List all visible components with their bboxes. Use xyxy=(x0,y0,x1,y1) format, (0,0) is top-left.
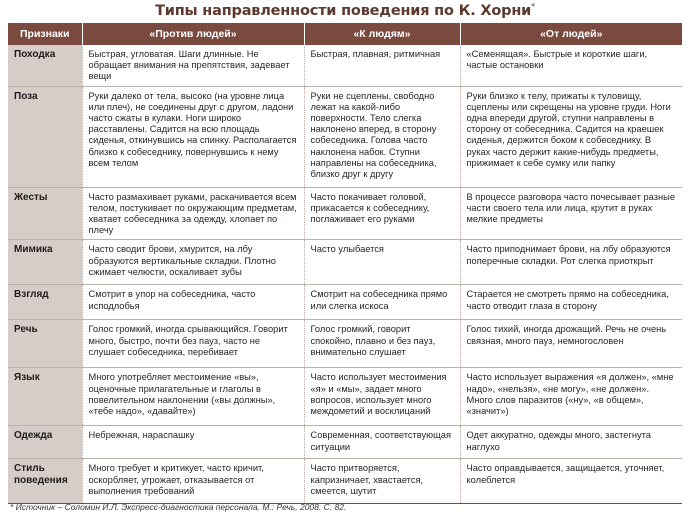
row-label: Походка xyxy=(8,45,82,86)
cell-against: Много употребляет местоимение «вы», оценочные прилагательные и глаголы в повелительном наклонении («вы должны», «тебе надо», «давайте») xyxy=(82,368,304,426)
table-row-gait xyxy=(8,45,682,86)
row-label: Стиль поведения xyxy=(8,459,82,504)
cell-toward: Руки не сцеплены, свободно лежат на какой-либо поверхности. Тело слегка наклонено вперед, в сторону собеседника. Голова часто наклонена набок. Ступни направлены на собеседника, близко друг к другу xyxy=(304,86,460,187)
row-label: Мимика xyxy=(8,240,82,285)
row-label: Речь xyxy=(8,320,82,368)
behavior-types-table xyxy=(8,23,682,504)
cell-toward: Быстрая, плавная, ритмичная xyxy=(304,45,460,86)
table-header-row xyxy=(8,23,682,45)
cell-away: Старается не смотреть прямо на собеседника, часто отводит глаза в сторону xyxy=(460,285,682,320)
cell-against: Быстрая, угловатая. Шаги длинные. Не обращает внимания на препятствия, задевает вещи xyxy=(82,45,304,86)
header-toward-people: «К людям» xyxy=(304,23,460,45)
cell-toward: Современная, соответствующая ситуации xyxy=(304,426,460,459)
header-away-from-people: «От людей» xyxy=(460,23,682,45)
cell-toward: Часто использует местоимения «я» и «мы», задает много вопросов, использует много междометий и восклицаний xyxy=(304,368,460,426)
cell-toward: Часто покачивает головой, прикасается к собеседнику, поглаживает его руками xyxy=(304,187,460,240)
row-label: Жесты xyxy=(8,187,82,240)
cell-away: В процессе разговора часто почесывает разные части своего тела или лица, крутит в руках мелкие предметы xyxy=(460,187,682,240)
cell-against: Руки далеко от тела, высоко (на уровне лица или плеч), не соединены друг с другом, ладони часто сжаты в кулаки. Ноги широко расставлены. Садится на всю площадь сиденья, откинувшись на спинку. Располагается близко к собеседнику, повернувшись к нему всем телом xyxy=(82,86,304,187)
source-footnote: * Источник – Соломин И.Л. Экспресс-диагностика персонала. М.: Речь, 2008. С. 82. xyxy=(10,502,347,512)
page-title xyxy=(0,2,690,22)
row-label: Взгляд xyxy=(8,285,82,320)
cell-away: Руки близко к телу, прижаты к туловищу, сцеплены или скрещены на уровне груди. Ноги одна впереди другой, ступни направлены в сторону от собеседника. Садится на краешек сиденья, держится боком к собеседнику. В руках часто держит какие-нибудь предметы, прижимает к себе сумку или папку xyxy=(460,86,682,187)
row-label: Язык xyxy=(8,368,82,426)
cell-away: Часто оправдывается, защищается, уточняет, колеблется xyxy=(460,459,682,504)
cell-against: Небрежная, нараспашку xyxy=(82,426,304,459)
table-row-facial-expression xyxy=(8,240,682,285)
cell-away: «Семенящая». Быстрые и короткие шаги, частые остановки xyxy=(460,45,682,86)
table-row-behavior-style xyxy=(8,459,682,504)
cell-away: Часто использует выражения «я должен», «мне надо», «нельзя», «не могу», «не должен». Много слов паразитов («ну», «в общем», «значит») xyxy=(460,368,682,426)
row-label: Одежда xyxy=(8,426,82,459)
title-text: Типы направленности поведения по К. Хорни xyxy=(155,2,532,19)
header-features: Признаки xyxy=(8,23,82,45)
row-label: Поза xyxy=(8,86,82,187)
cell-toward: Часто улыбается xyxy=(304,240,460,285)
cell-against: Часто размахивает руками, раскачивается всем телом, постукивает по окружающим предметам, хватает собеседника за одежду, хлопает по плечу xyxy=(82,187,304,240)
cell-away: Одет аккуратно, одежды много, застегнута наглухо xyxy=(460,426,682,459)
cell-against: Много требует и критикует, часто кричит, оскорбляет, угрожает, отказывается от выполнения требований xyxy=(82,459,304,504)
table-row-language xyxy=(8,368,682,426)
table-row-clothing xyxy=(8,426,682,459)
cell-against: Часто сводит брови, хмурится, на лбу образуются вертикальные складки. Плотно сжимает челюсти, оскаливает зубы xyxy=(82,240,304,285)
cell-toward: Часто притворяется, капризничает, хвастается, смеется, шутит xyxy=(304,459,460,504)
cell-against: Голос громкий, иногда срывающийся. Говорит много, быстро, почти без пауз, часто не слушает собеседника, перебивает xyxy=(82,320,304,368)
cell-toward: Голос громкий, говорит спокойно, плавно и без пауз, внимательно слушает xyxy=(304,320,460,368)
cell-away: Голос тихий, иногда дрожащий. Речь не очень связная, много пауз, немногословен xyxy=(460,320,682,368)
cell-against: Смотрит в упор на собеседника, часто исподлобья xyxy=(82,285,304,320)
table-row-posture xyxy=(8,86,682,187)
header-against-people: «Против людей» xyxy=(82,23,304,45)
cell-away: Часто приподнимает брови, на лбу образуются поперечные складки. Рот слегка приоткрыт xyxy=(460,240,682,285)
table-row-gestures xyxy=(8,187,682,240)
table-row-speech xyxy=(8,320,682,368)
table-row-gaze xyxy=(8,285,682,320)
title-footnote-mark: * xyxy=(531,2,535,11)
cell-toward: Смотрит на собеседника прямо или слегка искоса xyxy=(304,285,460,320)
